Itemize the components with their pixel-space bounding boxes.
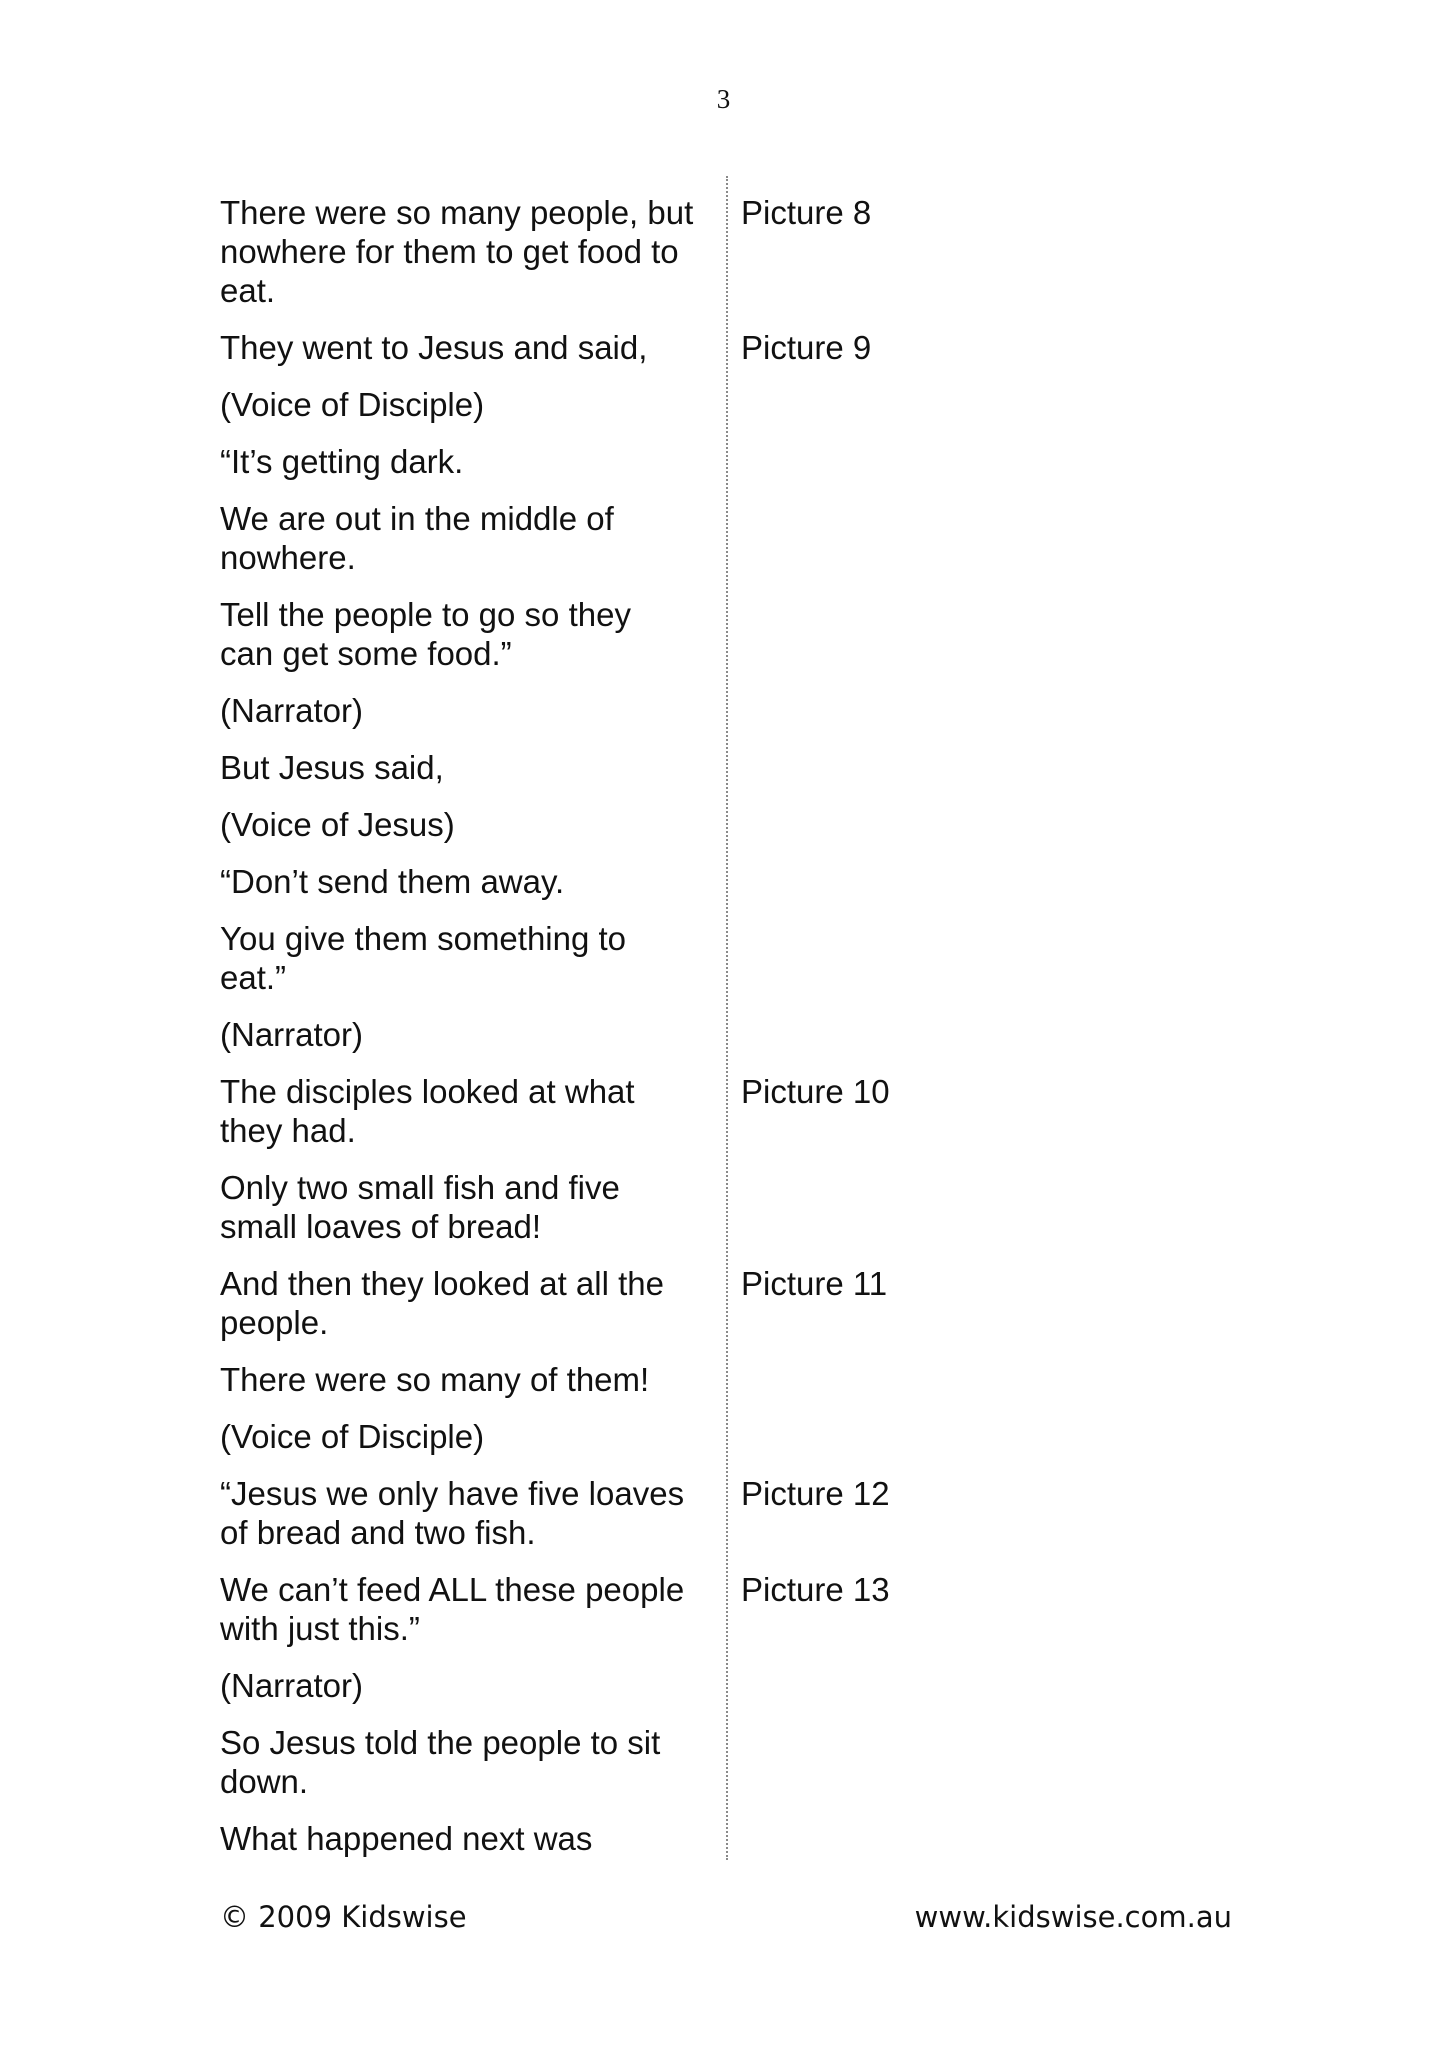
script-row	[220, 1360, 1220, 1399]
website-text: www.kidswise.com.au	[914, 1900, 1232, 1934]
script-text: There were so many of them!	[220, 1361, 650, 1398]
script-row	[220, 919, 1220, 997]
script-row	[220, 691, 1220, 730]
picture-cue: Picture 13	[741, 1571, 890, 1608]
picture-cue: Picture 12	[741, 1475, 890, 1512]
script-text: “It’s getting dark.	[220, 443, 464, 480]
script-text: There were so many people, but nowhere for them to get food to eat.	[220, 194, 694, 309]
page-footer	[220, 1900, 1232, 1934]
script-text: They went to Jesus and said,	[220, 329, 648, 366]
script-row	[220, 328, 1220, 367]
script-row	[220, 1723, 1220, 1801]
script-row	[220, 595, 1220, 673]
picture-cue: Picture 8	[741, 194, 872, 231]
script-row	[220, 1570, 1220, 1648]
script-text: “Jesus we only have five loaves of bread and two fish.	[220, 1475, 685, 1551]
script-text: But Jesus said,	[220, 749, 444, 786]
script-row	[220, 499, 1220, 577]
script-row	[220, 1666, 1220, 1705]
script-table	[220, 193, 1220, 1876]
script-text: You give them something to eat.”	[220, 920, 627, 996]
picture-cue: Picture 10	[741, 1073, 890, 1110]
script-row	[220, 1819, 1220, 1858]
script-row	[220, 1264, 1220, 1342]
script-text: What happened next was	[220, 1820, 593, 1857]
script-text: Tell the people to go so they can get some food.”	[220, 596, 631, 672]
picture-cue: Picture 11	[741, 1265, 888, 1302]
script-row	[220, 1015, 1220, 1054]
script-row	[220, 442, 1220, 481]
script-row	[220, 862, 1220, 901]
script-text: We can’t feed ALL these people with just this.”	[220, 1571, 685, 1647]
script-row	[220, 1474, 1220, 1552]
script-text: (Narrator)	[220, 1667, 364, 1704]
page-number: 3	[716, 84, 731, 114]
script-text: And then they looked at all the people.	[220, 1265, 664, 1341]
script-text: We are out in the middle of nowhere.	[220, 500, 614, 576]
script-text: (Narrator)	[220, 1016, 364, 1053]
script-text: (Narrator)	[220, 692, 364, 729]
picture-cue: Picture 9	[741, 329, 872, 366]
script-text: Only two small fish and five small loaves of bread!	[220, 1169, 620, 1245]
script-text: The disciples looked at what they had.	[220, 1073, 635, 1149]
script-text: (Voice of Disciple)	[220, 386, 485, 423]
script-text: “Don’t send them away.	[220, 863, 565, 900]
script-row	[220, 805, 1220, 844]
script-row	[220, 1072, 1220, 1150]
script-text: (Voice of Disciple)	[220, 1418, 485, 1455]
script-row	[220, 1168, 1220, 1246]
copyright-text: © 2009 Kidswise	[220, 1900, 467, 1934]
script-row	[220, 748, 1220, 787]
script-row	[220, 385, 1220, 424]
script-row	[220, 1417, 1220, 1456]
script-row	[220, 193, 1220, 310]
script-text: So Jesus told the people to sit down.	[220, 1724, 661, 1800]
script-text: (Voice of Jesus)	[220, 806, 455, 843]
